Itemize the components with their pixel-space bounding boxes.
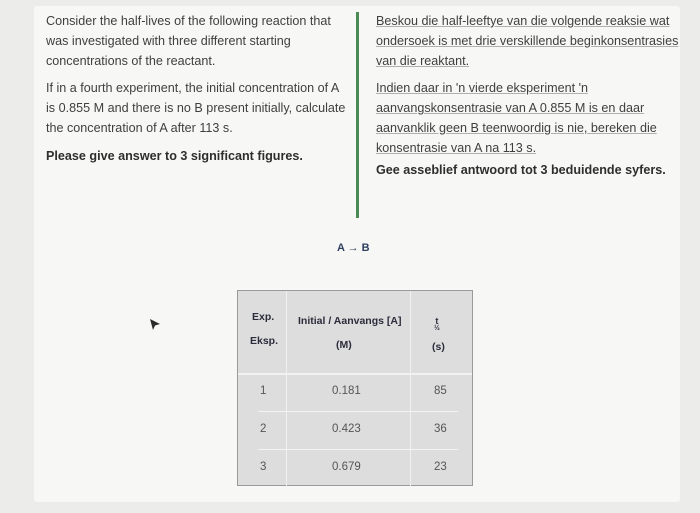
row-3-halflife: 23 — [434, 461, 447, 473]
question-card — [34, 6, 680, 502]
english-column — [46, 12, 348, 175]
reaction-equation: A → B — [337, 242, 370, 254]
halflife-subscript: ½ — [434, 325, 440, 332]
header-halflife-unit: (s) — [432, 341, 445, 353]
row-2-conc: 0.423 — [332, 423, 361, 435]
afrikaans-instruction: Gee asseblief antwoord tot 3 beduidende syfers. — [376, 162, 666, 177]
english-instruction: Please give answer to 3 significant figures. — [46, 148, 303, 163]
afrikaans-question: Indien daar in 'n vierde eksperiment 'n aanvangskonsentrasie van A 0.855 M is en daar aanvanklik geen B teenwoordig is nie, bereken die konsentrasie van A na 113 s. — [376, 81, 657, 155]
header-concentration: Initial / Aanvangs [A] — [298, 315, 402, 327]
halflife-symbol: t — [435, 316, 439, 326]
afrikaans-intro: Beskou die half-leeftye van die volgende reaksie wat ondersoek is met drie verskillende beginkonsentrasies van die reaktant. — [376, 14, 679, 68]
header-exp: Exp. — [252, 311, 275, 323]
english-question: If in a fourth experiment, the initial concentration of A is 0.855 M and there is no B present initially, calculate the concentration of A after 113 s. — [46, 81, 346, 135]
row-separator — [258, 411, 458, 412]
header-halflife — [434, 317, 440, 333]
column-separator — [410, 291, 411, 487]
afrikaans-column — [376, 12, 680, 188]
row-3-exp: 3 — [260, 461, 267, 473]
header-separator — [238, 373, 472, 375]
halflife-table — [237, 290, 473, 486]
column-divider — [356, 12, 359, 218]
column-separator — [286, 291, 287, 487]
row-2-halflife: 36 — [434, 423, 447, 435]
mouse-cursor-icon — [148, 318, 162, 332]
row-1-exp: 1 — [260, 385, 267, 397]
row-separator — [258, 449, 458, 450]
row-1-conc: 0.181 — [332, 385, 361, 397]
header-eksp: Eksp. — [250, 335, 279, 347]
header-conc-unit: (M) — [336, 339, 352, 351]
row-3-conc: 0.679 — [332, 461, 361, 473]
row-1-halflife: 85 — [434, 385, 447, 397]
row-2-exp: 2 — [260, 423, 267, 435]
english-intro: Consider the half-lives of the following reaction that was investigated with three different starting concentrations of the reactant. — [46, 14, 331, 68]
